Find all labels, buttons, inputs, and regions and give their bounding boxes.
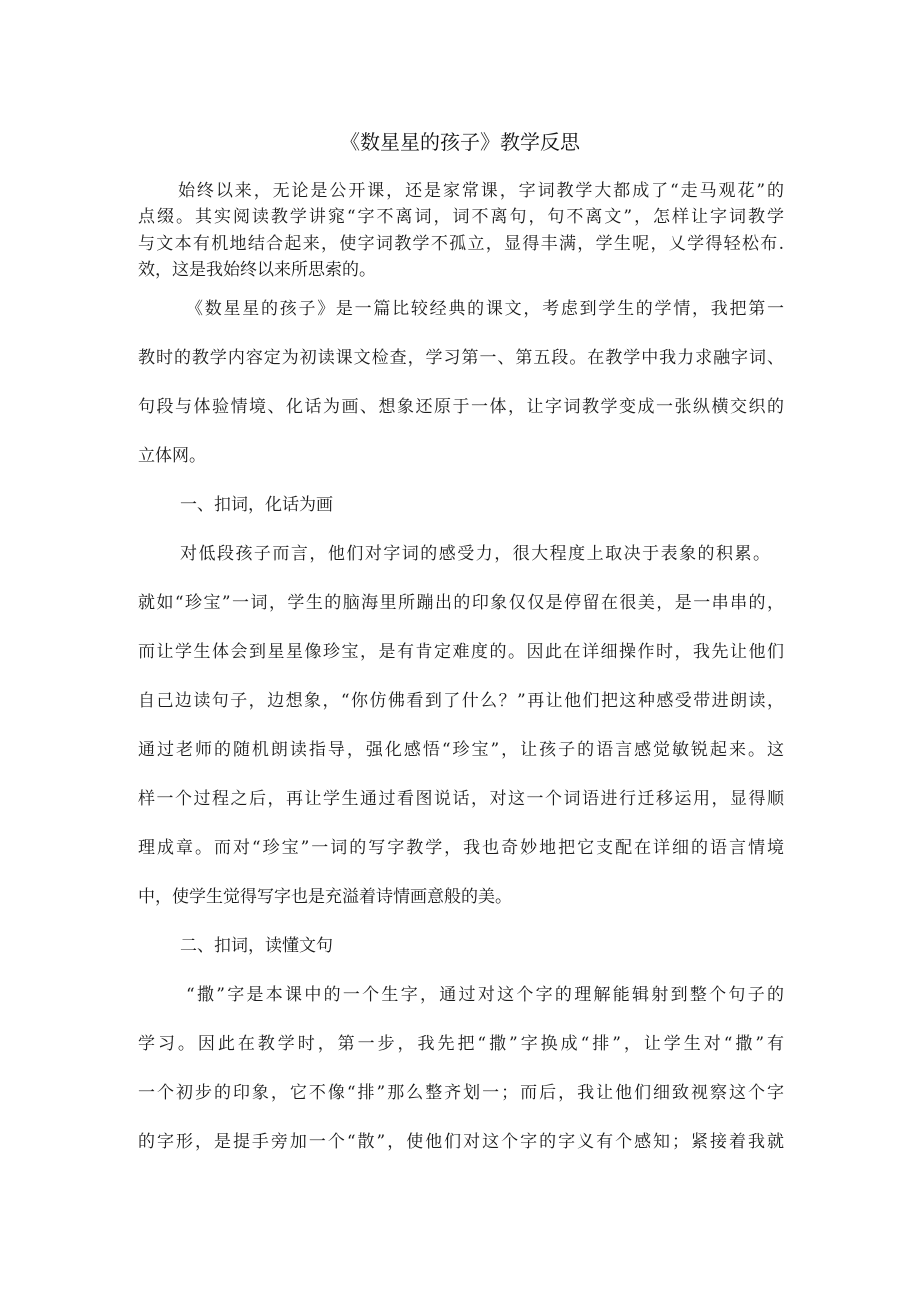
section2-line-2: 学习。因此在教学时，第一步，我先把“撒”字换成“排”，让学生对“撒”有 [138, 1034, 784, 1054]
section1-line-2: 就如“珍宝”一词，学生的脑海里所蹦出的印象仅仅是停留在很美，是一串串的， [138, 593, 784, 613]
section2-line-3: 一个初步的印象，它不像“排”那么整齐划一；而后，我让他们细致视察这个字 [138, 1083, 784, 1103]
section1-line-4: 自己边读句子，边想象，“你仿佛看到了什么？”再让他们把这种感受带进朗读， [138, 691, 784, 711]
overview-line-2: 教时的教学内容定为初读课文检查，学习第一、第五段。在教学中我力求融字词、 [138, 348, 784, 368]
section1-line-7: 理成章。而对“珍宝”一词的写字教学，我也奇妙地把它支配在详细的语言情境 [138, 838, 784, 858]
overview-line-4: 立体网。 [138, 446, 206, 466]
intro-line-2: 点缀。其实阅读教学讲窕“字不离词，词不离句，句不离文”，怎样让字词教学 [138, 207, 784, 227]
section1-line-1: 对低段孩子而言，他们对字词的感受力，很大程度上取决于表象的积累。 [180, 544, 770, 564]
section1-line-5: 通过老师的随机朗读指导，强化感悟“珍宝”，让孩子的语言感觉敏锐起来。这 [138, 740, 784, 760]
section1-line-3: 而让学生体会到星星像珍宝，是有肯定难度的。因此在详细操作时，我先让他们 [138, 642, 784, 662]
intro-line-4: 效，这是我始终以来所思索的。 [138, 260, 376, 280]
overview-line-3: 句段与体验情境、化话为画、想象还原于一体，让字词教学变成一张纵横交织的 [138, 397, 784, 417]
section1-heading: 一、扣词，化话为画 [180, 495, 333, 515]
intro-line-3: 与文本有机地结合起来，使字词教学不孤立，显得丰满，学生呢，乂学得轻松布. [138, 234, 784, 254]
page-title: 《数星星的孩子》教学反思 [340, 130, 580, 154]
intro-line-1: 始终以来，无论是公开课，还是家常课，字词教学大都成了“走马观花”的 [178, 181, 784, 201]
section2-heading: 二、扣词，读懂文句 [180, 936, 333, 956]
overview-line-1: 《数星星的孩子》是一篇比较经典的课文，考虑到学生的学情，我把第一 [186, 299, 784, 319]
section1-line-6: 样一个过程之后，再让学生通过看图说话，对这一个词语进行迁移运用，显得顺 [138, 789, 784, 809]
section2-line-4: 的字形，是提手旁加一个“散”，使他们对这个字的字义有个感知；紧接着我就 [138, 1132, 784, 1152]
section2-line-1: “撒”字是本课中的一个生字，通过对这个字的理解能辑射到整个句子的 [186, 985, 784, 1005]
section1-line-8: 中，使学生觉得写字也是充溢着诗情画意般的美。 [138, 887, 512, 907]
